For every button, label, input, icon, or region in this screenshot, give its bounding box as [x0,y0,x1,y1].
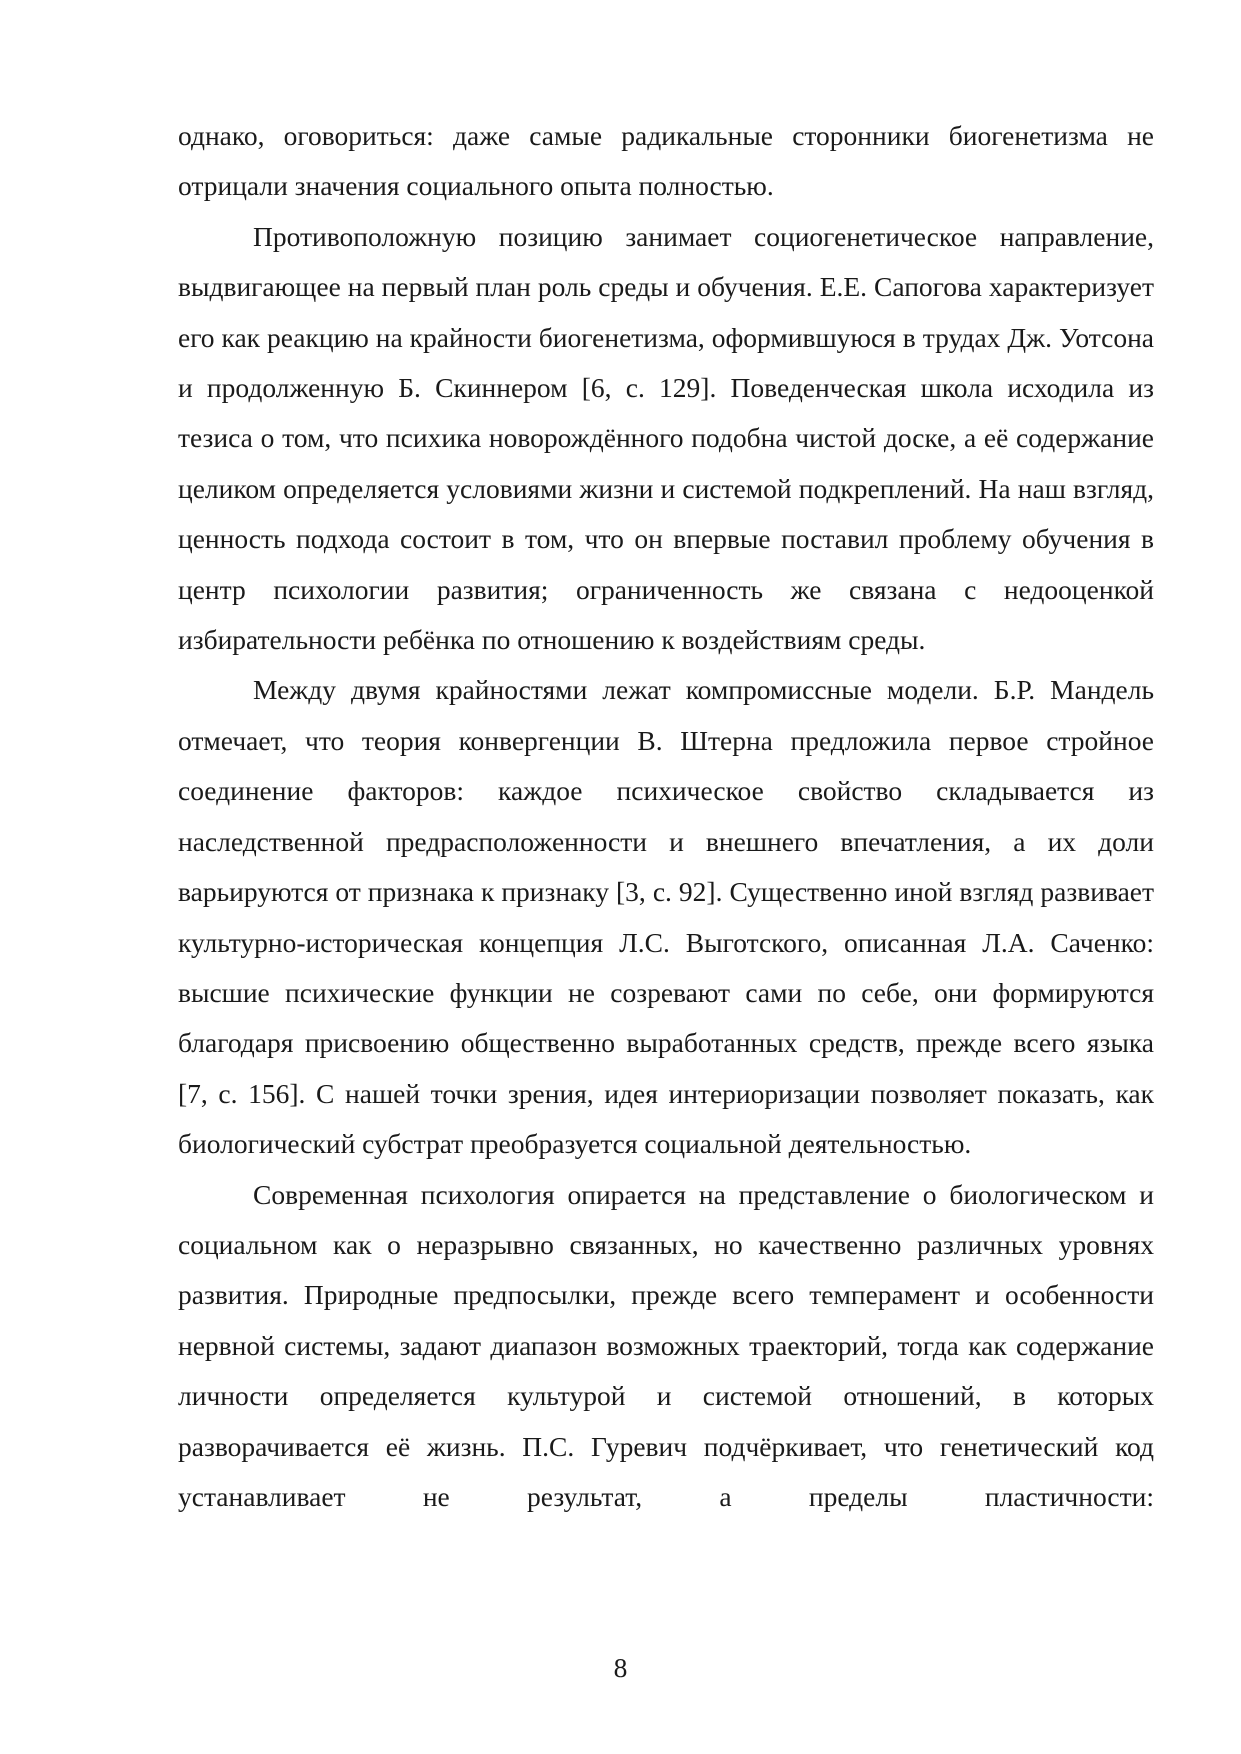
paragraph-sociogenetic-approach: Противоположную позицию занимает социогенетическое направление, выдвигающее на первый план роль среды и обучения. Е.Е. Сапогова характеризует его как реакцию на крайности биогенетизма, оформившуюся в трудах Дж. Уотсона и продолженную Б. Скиннером [6, с. 129]. Поведенческая школа исходила из тезиса о том, что психика новорождённого подобна чистой доске, а её содержание целиком определяется условиями жизни и системой подкреплений. На наш взгляд, ценность подхода состоит в том, что он впервые поставил проблему обучения в центр психологии развития; ограниченность же связана с недооценкой избирательности ребёнка по отношению к воздействиям среды. [178,220,1154,656]
paragraph-compromise-models: Между двумя крайностями лежат компромиссные модели. Б.Р. Мандель отмечает, что теория конвергенции В. Штерна предложила первое стройное соединение факторов: каждое психическое свойство складывается из наследственной предрасположенности и внешнего впечатления, а их доли варьируются от признака к признаку [3, с. 92]. Существенно иной взгляд развивает культурно-историческая концепция Л.С. Выготского, описанная Л.А. Саченко: высшие психические функции не созревают сами по себе, они формируются благодаря присвоению общественно выработанных средств, прежде всего языка [7, с. 156]. С нашей точки зрения, идея интериоризации позволяет показать, как биологический субстрат преобразуется социальной деятельностью. [178,674,1154,1160]
paragraph-continuation: однако, оговориться: даже самые радикальные сторонники биогенетизма не отрицали значения социального опыта полностью. [178,120,1154,202]
paragraph-modern-psychology: Современная психология опирается на представление о биологическом и социальном как о неразрывно связанных, но качественно различных уровнях развития. Природные предпосылки, прежде всего темперамент и особенности нервной системы, задают диапазон возможных траекторий, тогда как содержание личности определяется культурой и системой отношений, в которых разворачивается её жизнь. П.С. Гуревич подчёркивает, что генетический код устанавливает не результат, а пределы пластичности: [178,1178,1154,1512]
body-text [178,111,1154,1522]
page-number: 8 [613,1652,628,1683]
